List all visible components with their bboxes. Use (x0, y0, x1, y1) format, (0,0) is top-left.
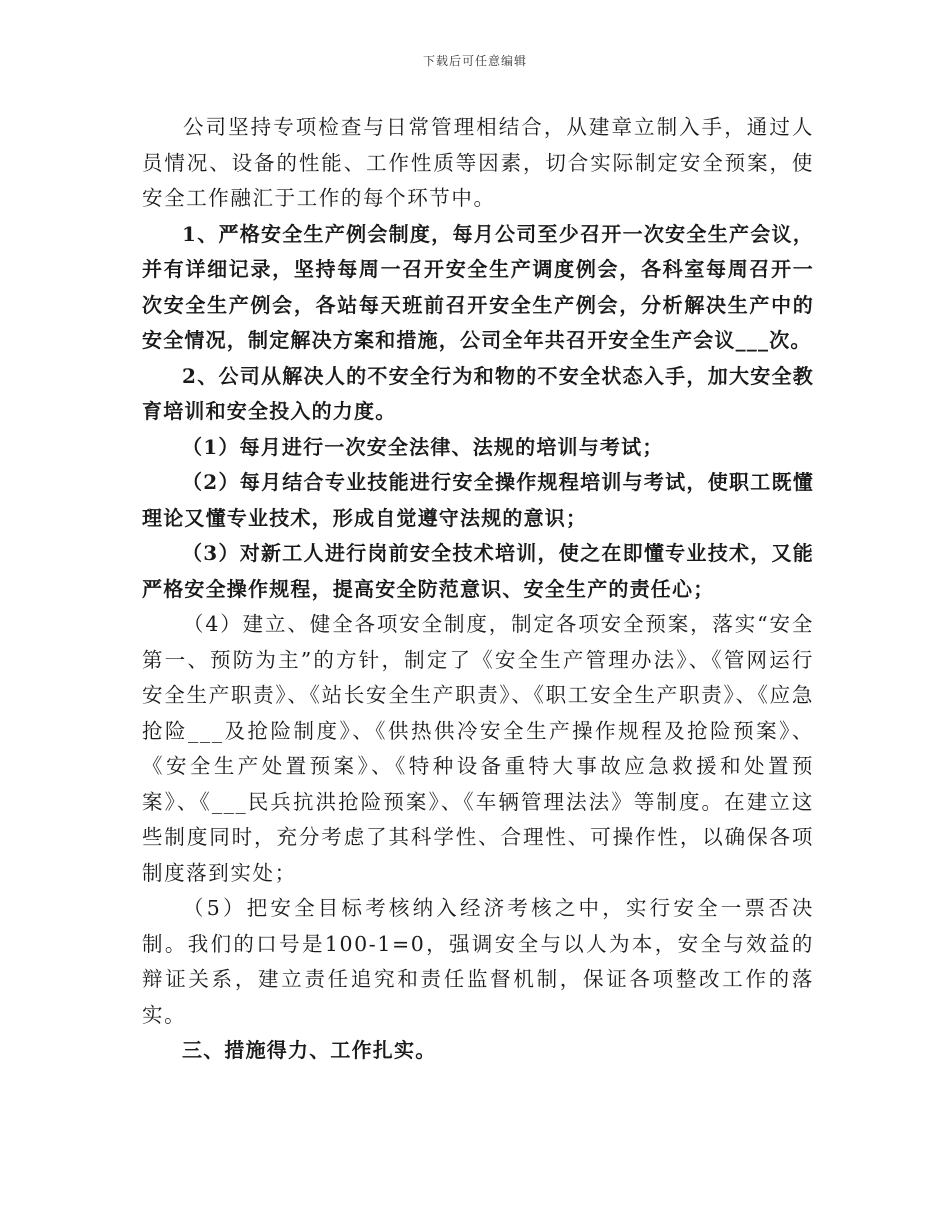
paragraph-subitem-1: （1）每月进行一次安全法律、法规的培训与考试； (182, 434, 664, 459)
paragraph-subitem-2: （2）每月结合专业技能进行安全操作规程培训与考试，使职工既懂理论又懂专业技术，形成自觉遵守法规的意识； (142, 470, 814, 530)
paragraph-subitem-5: （5）把安全目标考核纳入经济考核之中，实行安全一票否决制。我们的口号是100-1=0，强调安全与以人为本，安全与效益的辩证关系，建立责任追究和责任监督机制，保证各项整改工作的落实。 (142, 896, 814, 1027)
paragraph-subitem-3: （3）对新工人进行岗前安全技术培训，使之在即懂专业技术，又能严格安全操作规程，提高安全防范意识、安全生产的责任心； (142, 541, 814, 601)
paragraph-intro: 公司坚持专项检查与日常管理相结合，从建章立制入手，通过人员情况、设备的性能、工作性质等因素，切合实际制定安全预案，使安全工作融汇于工作的每个环节中。 (142, 115, 814, 210)
page-header: 下载后可任意编辑 (422, 54, 527, 68)
paragraph-item-2: 2、公司从解决人的不安全行为和物的不安全状态入手，加大安全教育培训和安全投入的力度。 (142, 363, 814, 423)
paragraph-item-1: 1、严格安全生产例会制度，每月公司至少召开一次安全生产会议，并有详细记录，坚持每周一召开安全生产调度例会，各科室每周召开一次安全生产例会，各站每天班前召开安全生产例会，分析解决生产中的安全情况，制定解决方案和措施，公司全年共召开安全生产会议___次。 (142, 221, 814, 352)
paragraph-subitem-4: （4）建立、健全各项安全制度，制定各项安全预案，落实“安全第一、预防为主”的方针，制定了《安全生产管理办法》、《管网运行安全生产职责》、《站长安全生产职责》、《职工安全生产职责》、《应急抢险___及抢险制度》、《供热供冷安全生产操作规程及抢险预案》、《安全生产处置预案》、《特种设备重特大事故应急救援和处置预案》、《___民兵抗洪抢险预案》、《车辆管理法法》等制度。在建立这些制度同时，充分考虑了其科学性、合理性、可操作性，以确保各项制度落到实处； (142, 612, 814, 885)
section-heading-3: 三、措施得力、工作扎实。 (182, 1038, 437, 1062)
document-body (142, 110, 814, 1069)
